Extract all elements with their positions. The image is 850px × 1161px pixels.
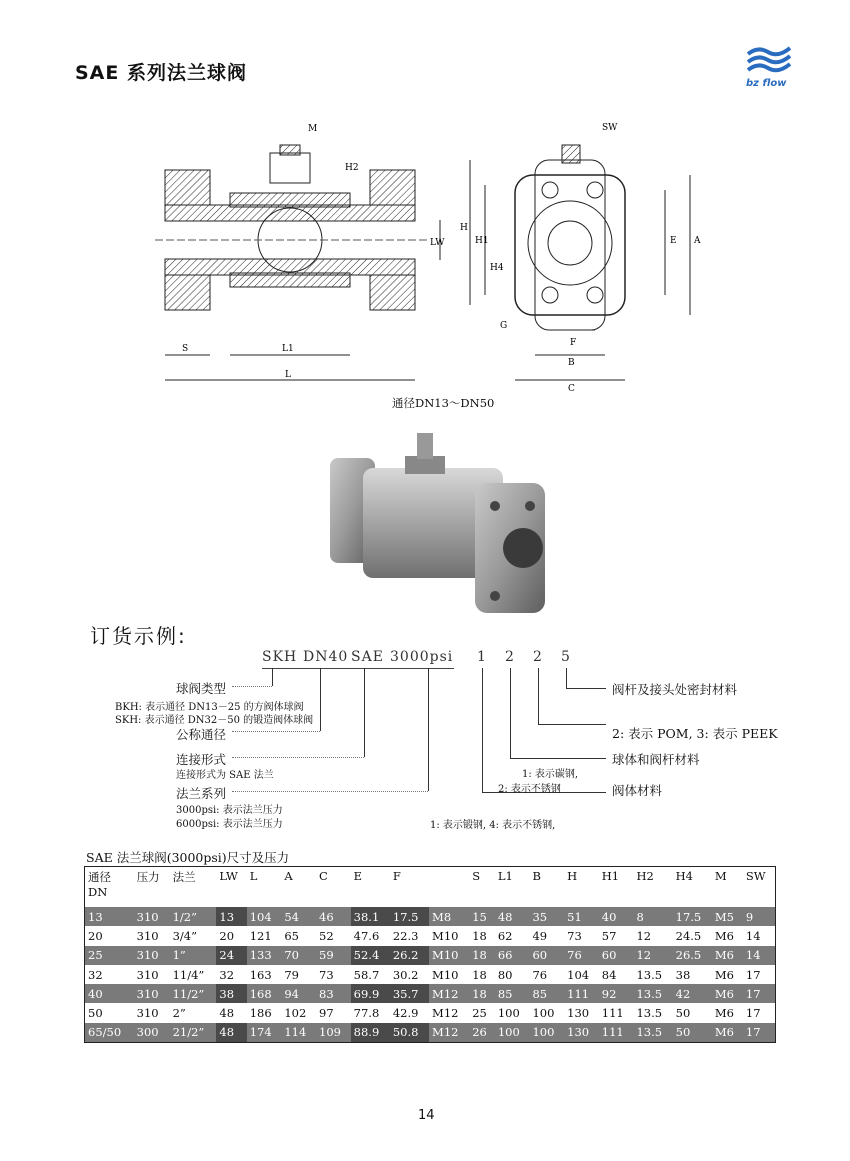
col-header: S — [472, 869, 481, 883]
dim-H: H — [460, 223, 468, 233]
table-cell: 60 — [599, 946, 634, 965]
table-cell: 50.8 — [390, 1023, 429, 1043]
leader — [538, 724, 606, 725]
dim-H4: H4 — [490, 263, 504, 273]
table-cell: 310 — [134, 965, 170, 984]
table-cell: 46 — [316, 907, 351, 926]
table-cell: 18 — [469, 946, 495, 965]
table-cell: 100 — [529, 1003, 564, 1022]
table-cell: 38 — [673, 965, 712, 984]
col-header: B — [532, 869, 541, 883]
table-cell: 49 — [529, 926, 564, 945]
table-cell: 32 — [85, 965, 134, 984]
table-cell: 111 — [564, 984, 599, 1003]
table-cell: 76 — [529, 965, 564, 984]
page-number: 14 — [418, 1108, 435, 1123]
table-cell: 59 — [316, 946, 351, 965]
table-cell: 20 — [216, 926, 246, 945]
code-digit-1: 1 — [477, 649, 487, 665]
col-header: 压力 — [136, 870, 160, 884]
code-digit-2: 2 — [505, 649, 515, 665]
series-note-1: 3000psi: 表示法兰压力 — [176, 805, 283, 816]
leader — [566, 668, 567, 688]
table-cell: 12 — [633, 946, 672, 965]
dn-label: 公称通径 — [176, 727, 227, 742]
table-cell: 52 — [316, 926, 351, 945]
table-cell: 30.2 — [390, 965, 429, 984]
dim-G: G — [500, 321, 508, 331]
leader — [232, 757, 364, 758]
table-cell: 26 — [469, 1023, 495, 1043]
table-cell: M6 — [712, 1003, 743, 1022]
table-cell: M10 — [429, 965, 469, 984]
table-cell: 1” — [170, 946, 217, 965]
table-cell: 133 — [247, 946, 282, 965]
table-cell: 163 — [247, 965, 282, 984]
col-header: H — [567, 869, 578, 883]
table-cell: 310 — [134, 907, 170, 926]
conn-label: 连接形式 — [176, 752, 227, 767]
table-cell: 100 — [495, 1003, 530, 1022]
leader — [320, 668, 321, 731]
table-cell: 85 — [495, 984, 530, 1003]
order-heading: 订货示例: — [90, 624, 187, 648]
table-cell: M6 — [712, 965, 743, 984]
table-cell: 38 — [216, 984, 246, 1003]
table-cell: 168 — [247, 984, 282, 1003]
col-header — [429, 867, 469, 908]
table-cell: 13.5 — [633, 1003, 672, 1022]
table-row — [85, 1003, 776, 1022]
table-cell: 18 — [469, 984, 495, 1003]
table-cell: 50 — [85, 1003, 134, 1022]
table-cell: 22.3 — [390, 926, 429, 945]
table-cell: 17 — [743, 965, 776, 984]
table-cell: 111 — [599, 1023, 634, 1043]
table-cell: 35.7 — [390, 984, 429, 1003]
table-cell: 100 — [495, 1023, 530, 1043]
leader — [232, 686, 272, 687]
seal-note: 2: 表示 POM, 3: 表示 PEEK — [612, 726, 778, 741]
col-header: SW — [745, 869, 766, 883]
leader — [566, 688, 606, 689]
leader — [428, 668, 429, 791]
table-cell: 13 — [85, 907, 134, 926]
table-cell: 70 — [281, 946, 316, 965]
page-title: SAE 系列法兰球阀 — [75, 62, 247, 84]
table-cell: 18 — [469, 926, 495, 945]
dim-A: A — [694, 236, 701, 246]
col-header: H1 — [601, 869, 620, 883]
code-digit-3: 2 — [533, 649, 543, 665]
table-row — [85, 984, 776, 1003]
leader — [510, 758, 606, 759]
table-cell: 104 — [564, 965, 599, 984]
table-cell: M8 — [429, 907, 469, 926]
table-cell: 17.5 — [390, 907, 429, 926]
dim-L: L — [285, 370, 291, 380]
table-header-row — [85, 867, 776, 908]
table-cell: 60 — [529, 946, 564, 965]
leader — [232, 731, 320, 732]
table-cell: 130 — [564, 1003, 599, 1022]
code-dn: DN40 — [303, 649, 349, 665]
table-cell: M5 — [712, 907, 743, 926]
table-cell: 186 — [247, 1003, 282, 1022]
table-cell: 38.1 — [351, 907, 390, 926]
table-row — [85, 965, 776, 984]
dim-H1: H1 — [475, 236, 489, 246]
table-cell: 80 — [495, 965, 530, 984]
table-cell: 13.5 — [633, 965, 672, 984]
table-cell: M10 — [429, 926, 469, 945]
ball-valve-photo — [325, 428, 555, 628]
leader — [510, 668, 511, 758]
col-header: H4 — [675, 869, 693, 883]
dim-B: B — [568, 358, 575, 368]
table-cell: M12 — [429, 1023, 469, 1043]
code-underline — [262, 668, 454, 669]
series-label: 法兰系列 — [176, 786, 227, 801]
table-cell: 104 — [247, 907, 282, 926]
table-cell: 100 — [529, 1023, 564, 1043]
dim-L1: L1 — [282, 344, 294, 354]
leader — [232, 791, 428, 792]
table-cell: 26.5 — [673, 946, 712, 965]
table-cell: 73 — [564, 926, 599, 945]
table-cell: 20 — [85, 926, 134, 945]
table-cell: 25 — [469, 1003, 495, 1022]
table-cell: M6 — [712, 946, 743, 965]
col-header: LW — [219, 869, 238, 883]
series-note-2: 6000psi: 表示法兰压力 — [176, 819, 283, 830]
col-header: M — [714, 869, 727, 883]
table-cell: M12 — [429, 1003, 469, 1022]
table-cell: 48 — [216, 1003, 246, 1022]
leader — [272, 668, 273, 686]
table-cell: 310 — [134, 946, 170, 965]
table-cell: 17 — [743, 984, 776, 1003]
table-cell: 310 — [134, 984, 170, 1003]
dim-S: S — [182, 344, 189, 354]
table-cell: 1/2” — [170, 907, 217, 926]
table-cell: 76 — [564, 946, 599, 965]
table-cell: 58.7 — [351, 965, 390, 984]
table-cell: 11/4” — [170, 965, 217, 984]
table-cell: 310 — [134, 926, 170, 945]
table-cell: 77.8 — [351, 1003, 390, 1022]
dim-F: F — [570, 338, 577, 348]
type-note-2: SKH: 表示通径 DN32－50 的锻造阀体球阀 — [115, 715, 314, 726]
code-pressure: 3000psi — [390, 649, 454, 665]
table-cell: 51 — [564, 907, 599, 926]
table-row — [85, 946, 776, 965]
table-cell: 14 — [743, 946, 776, 965]
table-cell: 8 — [633, 907, 672, 926]
col-header: F — [392, 869, 401, 883]
col-header: L1 — [497, 869, 513, 883]
table-cell: 57 — [599, 926, 634, 945]
table-cell: 52.4 — [351, 946, 390, 965]
table-cell: 97 — [316, 1003, 351, 1022]
table-cell: M6 — [712, 984, 743, 1003]
table-cell: 54 — [281, 907, 316, 926]
leader — [482, 668, 483, 792]
table-cell: 111 — [599, 1003, 634, 1022]
table-cell: 66 — [495, 946, 530, 965]
table-cell: 35 — [529, 907, 564, 926]
table-cell: 13.5 — [633, 1023, 672, 1043]
col-header: E — [353, 869, 363, 883]
table-cell: 65/50 — [85, 1023, 134, 1043]
table-cell: 25 — [85, 946, 134, 965]
dim-M: M — [308, 124, 318, 134]
table-cell: M6 — [712, 1023, 743, 1043]
leader — [364, 668, 365, 757]
table-cell: 310 — [134, 1003, 170, 1022]
table-cell: 65 — [281, 926, 316, 945]
dim-C: C — [568, 384, 575, 394]
table-cell: 92 — [599, 984, 634, 1003]
table-cell: 15 — [469, 907, 495, 926]
table-cell: 47.6 — [351, 926, 390, 945]
table-cell: 94 — [281, 984, 316, 1003]
table-cell: 50 — [673, 1003, 712, 1022]
col-header: H2 — [636, 869, 654, 883]
table-cell: 17 — [743, 1003, 776, 1022]
leader — [538, 668, 539, 724]
table-cell: 17.5 — [673, 907, 712, 926]
body-note: 1: 表示锻钢, 4: 表示不锈钢, — [430, 820, 556, 831]
table-cell: 48 — [216, 1023, 246, 1043]
table-cell: 2” — [170, 1003, 217, 1022]
table-cell: M6 — [712, 926, 743, 945]
logo-text: bz flow — [746, 78, 787, 89]
table-cell: 3/4” — [170, 926, 217, 945]
dim-H2: H2 — [345, 163, 359, 173]
table-cell: 14 — [743, 926, 776, 945]
code-type: SKH — [262, 649, 298, 665]
table-cell: 109 — [316, 1023, 351, 1043]
col-header: 法兰 — [172, 870, 196, 884]
ball-note-1: 1: 表示碳钢, — [522, 769, 579, 780]
table-cell: 12 — [633, 926, 672, 945]
table-cell: 40 — [599, 907, 634, 926]
col-header: 通径 DN — [88, 870, 111, 899]
table-cell: 83 — [316, 984, 351, 1003]
table-cell: 48 — [495, 907, 530, 926]
dim-E: E — [670, 236, 677, 246]
ball-label: 球体和阀杆材料 — [612, 752, 700, 767]
drawing-caption: 通径DN13～DN50 — [392, 396, 495, 410]
table-cell: 24.5 — [673, 926, 712, 945]
dim-LW: LW — [430, 238, 445, 248]
table-cell: 69.9 — [351, 984, 390, 1003]
table-cell: 62 — [495, 926, 530, 945]
table-cell: 85 — [529, 984, 564, 1003]
valve-technical-drawing — [150, 115, 710, 405]
col-header: L — [249, 869, 258, 883]
table-cell: 40 — [85, 984, 134, 1003]
table-row — [85, 1023, 776, 1043]
table-cell: 18 — [469, 965, 495, 984]
table-cell: 79 — [281, 965, 316, 984]
table-cell: 50 — [673, 1023, 712, 1043]
table-cell: 130 — [564, 1023, 599, 1043]
table-cell: 17 — [743, 1023, 776, 1043]
table-cell: M10 — [429, 946, 469, 965]
type-note-1: BKH: 表示通径 DN13－25 的方阀体球阀 — [115, 702, 304, 713]
table-cell: M12 — [429, 984, 469, 1003]
table-cell: 24 — [216, 946, 246, 965]
body-label: 阀体材料 — [612, 783, 663, 798]
table-cell: 26.2 — [390, 946, 429, 965]
col-header: A — [284, 869, 293, 883]
table-cell: 9 — [743, 907, 776, 926]
table-cell: 121 — [247, 926, 282, 945]
table-cell: 32 — [216, 965, 246, 984]
table-cell: 42 — [673, 984, 712, 1003]
table-cell: 114 — [281, 1023, 316, 1043]
table-cell: 73 — [316, 965, 351, 984]
type-label: 球阀类型 — [176, 681, 227, 696]
table-cell: 174 — [247, 1023, 282, 1043]
table-cell: 21/2” — [170, 1023, 217, 1043]
table-cell: 42.9 — [390, 1003, 429, 1022]
col-header: C — [319, 869, 328, 883]
table-cell: 102 — [281, 1003, 316, 1022]
code-digit-4: 5 — [561, 649, 571, 665]
table-row — [85, 907, 776, 926]
table-cell: 88.9 — [351, 1023, 390, 1043]
ball-note-2: 2: 表示不锈钢 — [498, 784, 561, 795]
dim-SW: SW — [602, 123, 618, 133]
table-cell: 300 — [134, 1023, 170, 1043]
table-cell: 84 — [599, 965, 634, 984]
conn-note: 连接形式为 SAE 法兰 — [176, 770, 274, 781]
table-row — [85, 926, 776, 945]
seal-label: 阀杆及接头处密封材料 — [612, 682, 738, 697]
table-title: SAE 法兰球阀(3000psi)尺寸及压力 — [86, 850, 290, 865]
table-cell: 13.5 — [633, 984, 672, 1003]
dimensions-table — [84, 866, 776, 1043]
code-flange: SAE — [351, 649, 384, 665]
table-cell: 11/2” — [170, 984, 217, 1003]
table-cell: 13 — [216, 907, 246, 926]
